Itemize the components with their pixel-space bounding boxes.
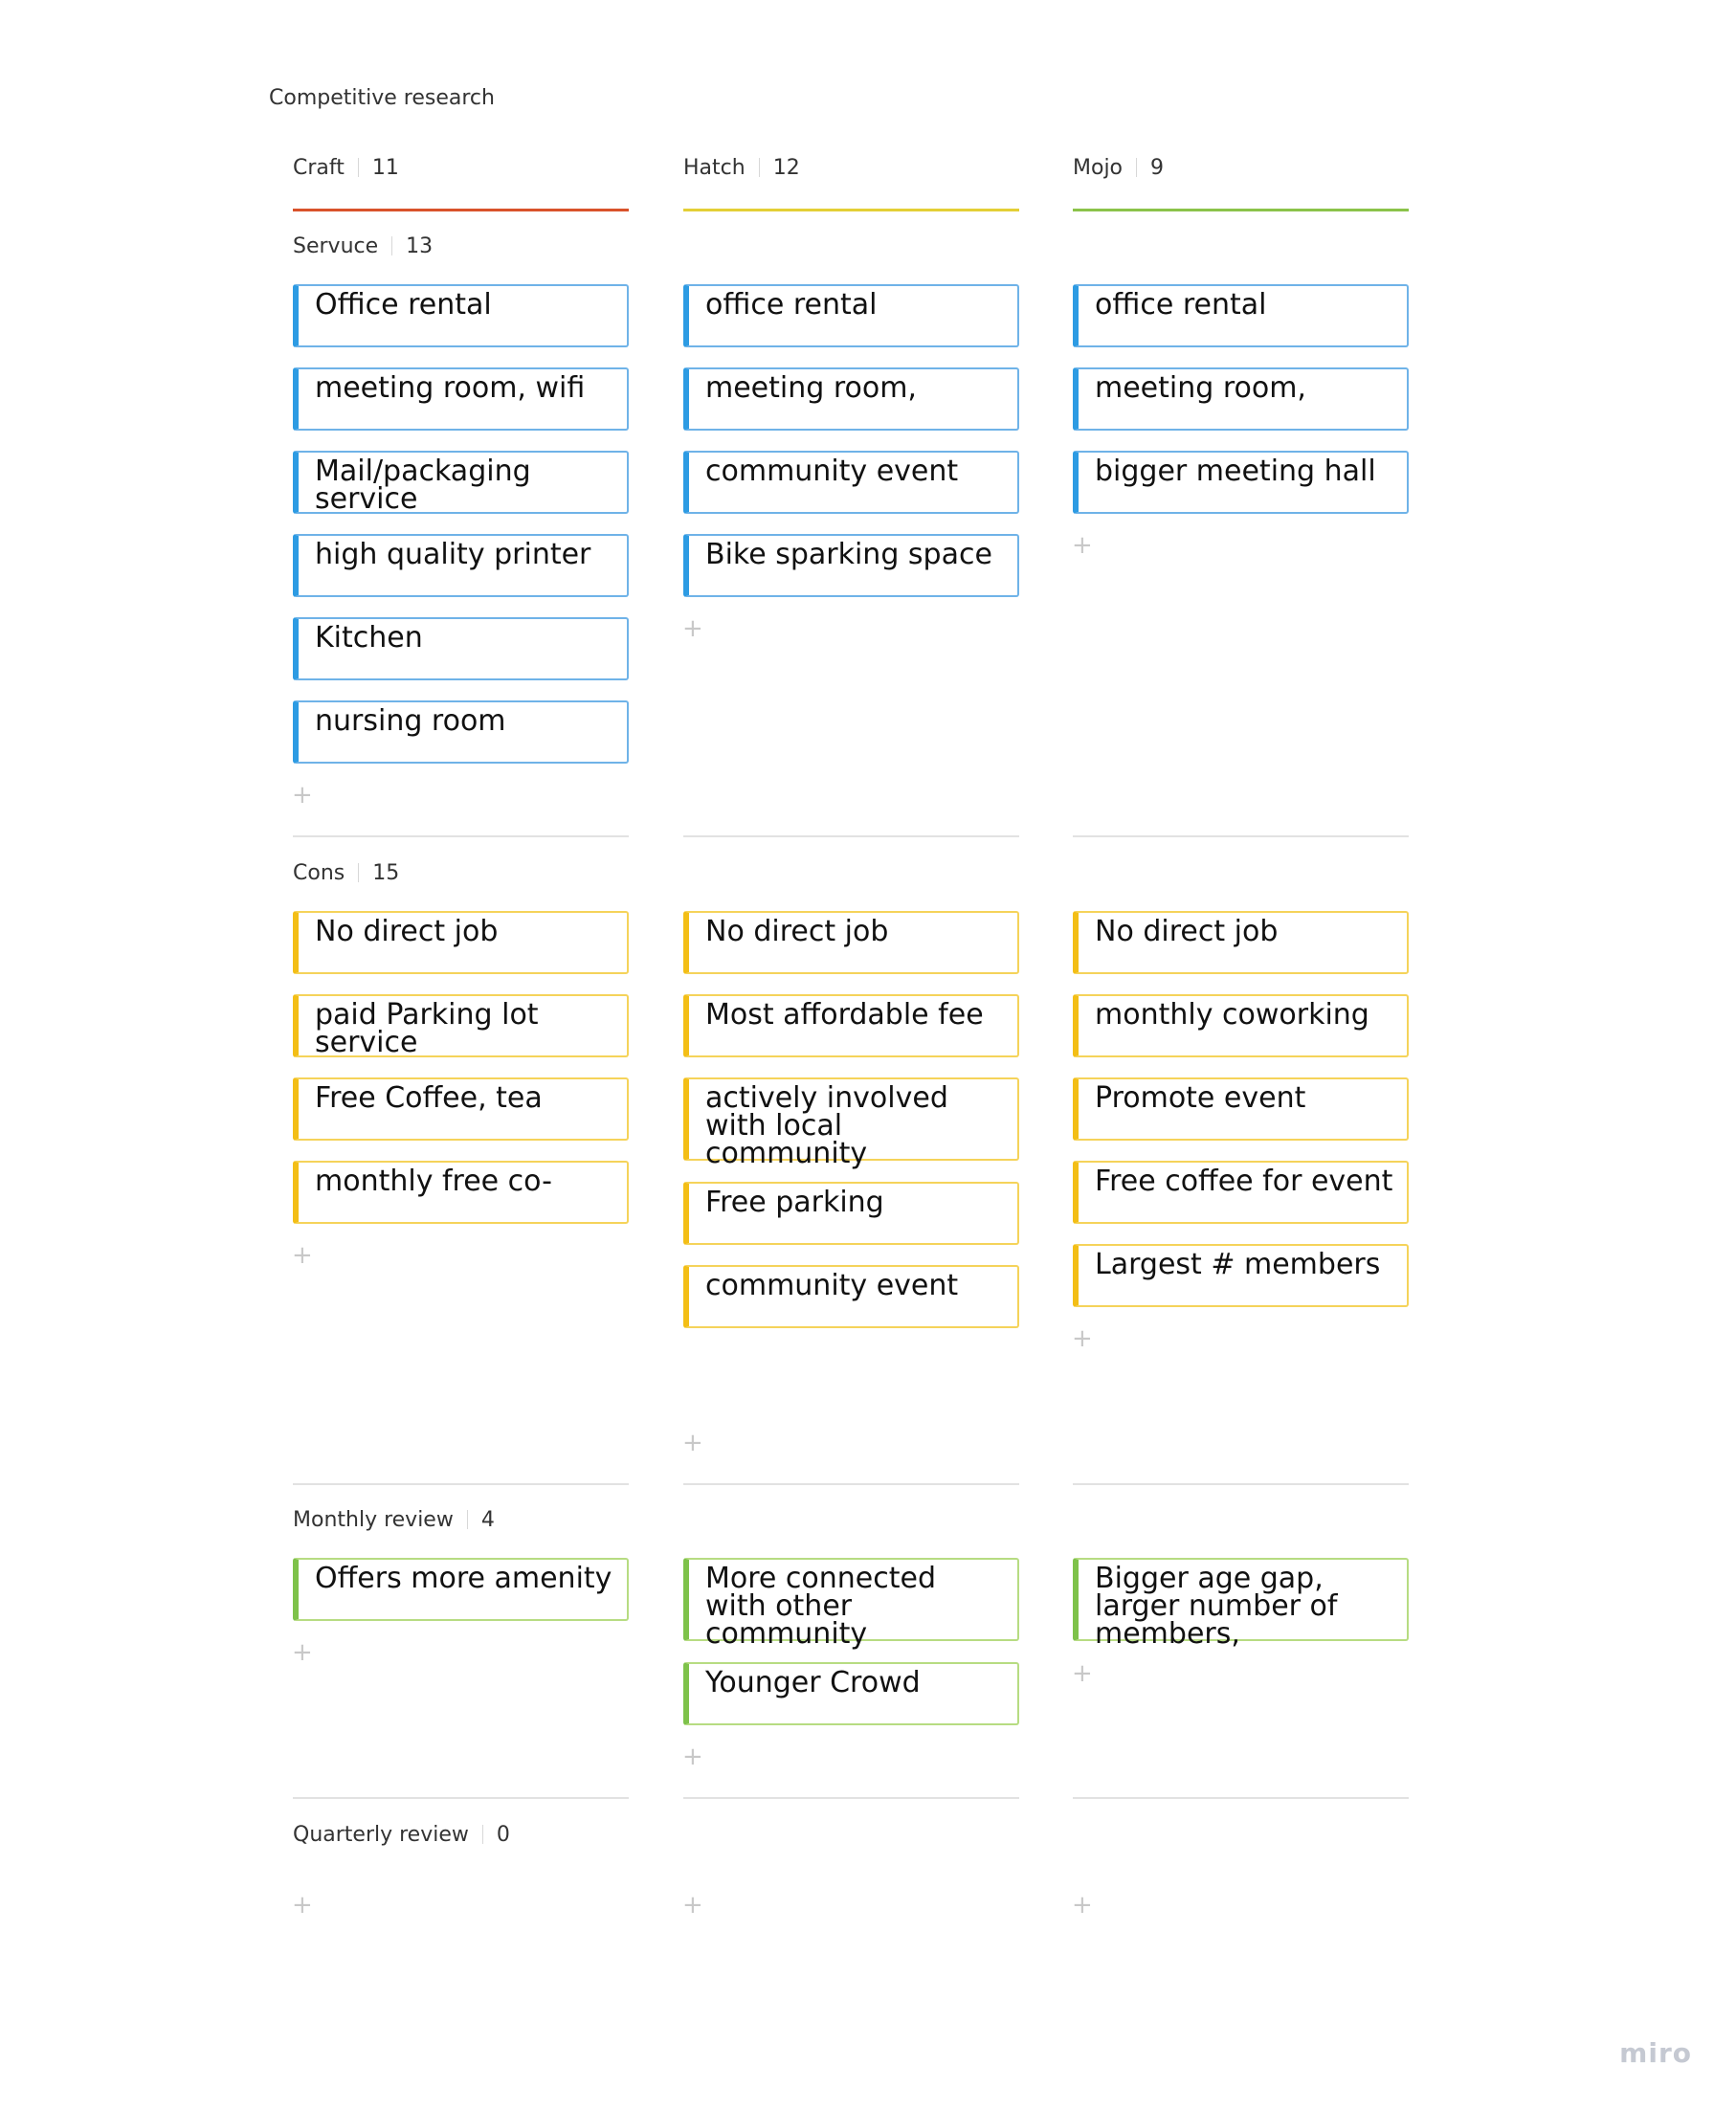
separator — [358, 863, 359, 882]
separator — [467, 1510, 468, 1529]
board-title: Competitive research — [269, 86, 495, 110]
add-card-button[interactable]: + — [682, 1891, 703, 1920]
add-card-button[interactable]: + — [292, 1241, 313, 1270]
row-divider — [1073, 835, 1409, 837]
card[interactable]: monthly free co- — [293, 1161, 629, 1224]
card[interactable]: No direct job — [683, 911, 1019, 974]
separator — [759, 158, 760, 177]
row-name: Quarterly review — [293, 1823, 469, 1847]
row-count: 13 — [406, 234, 434, 258]
column-count: 11 — [371, 156, 399, 180]
card[interactable]: community event — [683, 451, 1019, 514]
card[interactable]: office rental — [683, 284, 1019, 347]
card[interactable]: Mail/packaging service — [293, 451, 629, 514]
row-divider — [1073, 1797, 1409, 1799]
column-header-craft[interactable] — [293, 156, 629, 211]
add-card-button[interactable]: + — [292, 1638, 313, 1667]
separator — [1136, 158, 1137, 177]
card[interactable]: More connected with other community — [683, 1558, 1019, 1641]
add-card-button[interactable]: + — [292, 781, 313, 810]
card[interactable]: Free coffee for event — [1073, 1161, 1409, 1224]
add-card-button[interactable]: + — [1072, 531, 1093, 560]
card[interactable]: actively involved with local community — [683, 1077, 1019, 1161]
card[interactable]: meeting room, — [1073, 367, 1409, 431]
row-name: Monthly review — [293, 1508, 454, 1532]
card[interactable]: Bike sparking space — [683, 534, 1019, 597]
card[interactable]: monthly coworking — [1073, 994, 1409, 1057]
card[interactable]: high quality printer — [293, 534, 629, 597]
card[interactable]: Bigger age gap, larger number of members, — [1073, 1558, 1409, 1641]
miro-logo: miro — [1619, 2037, 1692, 2069]
add-card-button[interactable]: + — [682, 1429, 703, 1457]
row-divider — [683, 1483, 1019, 1485]
card[interactable]: paid Parking lot service — [293, 994, 629, 1057]
card[interactable]: bigger meeting hall — [1073, 451, 1409, 514]
card[interactable]: Most affordable fee — [683, 994, 1019, 1057]
row-divider — [293, 1483, 629, 1485]
card[interactable]: Free parking — [683, 1182, 1019, 1245]
column-count: 9 — [1150, 156, 1165, 180]
column-header-mojo[interactable] — [1073, 156, 1409, 211]
column-count: 12 — [772, 156, 800, 180]
add-card-button[interactable]: + — [292, 1891, 313, 1920]
separator — [391, 236, 392, 255]
column-name: Craft — [293, 156, 345, 180]
card[interactable]: meeting room, — [683, 367, 1019, 431]
card[interactable]: Largest # members — [1073, 1244, 1409, 1307]
card[interactable]: nursing room — [293, 700, 629, 764]
card[interactable]: community event — [683, 1265, 1019, 1328]
card[interactable]: Offers more amenity — [293, 1558, 629, 1621]
row-count: 0 — [496, 1823, 510, 1847]
card[interactable]: Younger Crowd — [683, 1662, 1019, 1725]
row-divider — [293, 1797, 629, 1799]
row-divider — [683, 835, 1019, 837]
add-card-button[interactable]: + — [1072, 1659, 1093, 1688]
add-card-button[interactable]: + — [682, 1743, 703, 1771]
separator — [358, 158, 359, 177]
card[interactable]: No direct job — [293, 911, 629, 974]
card[interactable]: Free Coffee, tea — [293, 1077, 629, 1141]
row-divider — [683, 1797, 1019, 1799]
row-header-servuce[interactable] — [293, 234, 433, 258]
column-name: Mojo — [1073, 156, 1124, 180]
card[interactable]: office rental — [1073, 284, 1409, 347]
card[interactable]: meeting room, wifi — [293, 367, 629, 431]
row-count: 15 — [372, 861, 400, 885]
row-name: Cons — [293, 861, 345, 885]
row-divider — [1073, 1483, 1409, 1485]
row-name: Servuce — [293, 234, 379, 258]
separator — [482, 1825, 483, 1844]
card[interactable]: No direct job — [1073, 911, 1409, 974]
add-card-button[interactable]: + — [682, 614, 703, 643]
row-header-cons[interactable] — [293, 861, 399, 885]
row-count: 4 — [480, 1508, 495, 1532]
add-card-button[interactable]: + — [1072, 1891, 1093, 1920]
row-divider — [293, 835, 629, 837]
row-header-quarterly-review[interactable] — [293, 1823, 510, 1847]
card[interactable]: Promote event — [1073, 1077, 1409, 1141]
add-card-button[interactable]: + — [1072, 1324, 1093, 1353]
row-header-monthly-review[interactable] — [293, 1508, 495, 1532]
card[interactable]: Kitchen — [293, 617, 629, 680]
column-header-hatch[interactable] — [683, 156, 1019, 211]
column-name: Hatch — [683, 156, 746, 180]
card[interactable]: Office rental — [293, 284, 629, 347]
